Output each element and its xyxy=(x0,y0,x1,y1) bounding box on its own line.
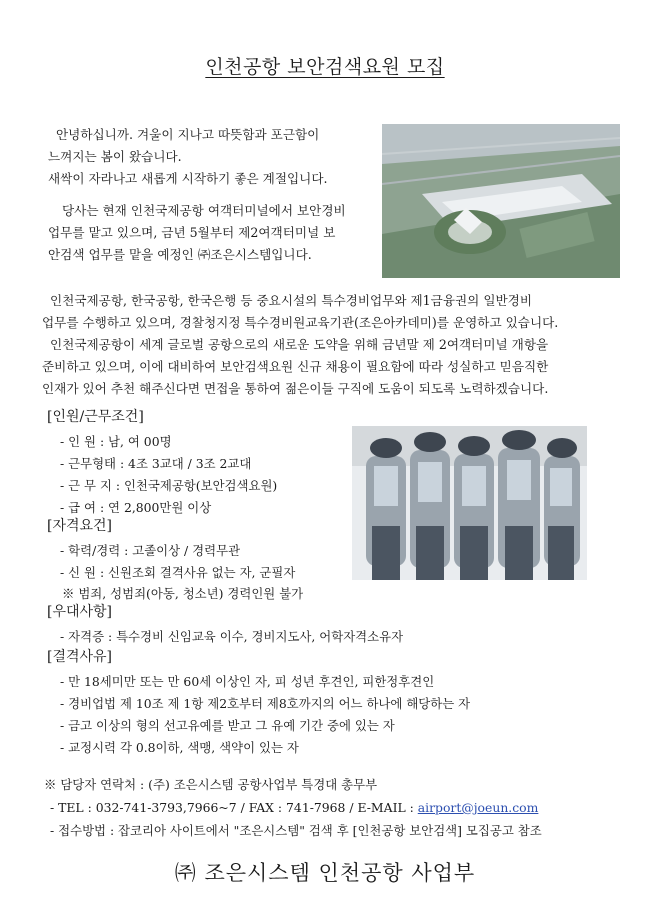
section-heading-qualifications: [자격요건] xyxy=(47,518,113,534)
section-heading-conditions: [인원/근무조건] xyxy=(47,409,144,425)
body-line: 준비하고 있으며, 이에 대비하여 보안검색요원 신규 채용이 필요함에 따라 성실하고 믿음직한 xyxy=(42,359,549,374)
body-line: 인천국제공항이 세계 글로벌 공항으로의 새로운 도약을 위해 금년말 제 2여객터미널 개항을 xyxy=(50,337,549,352)
list-item: - 자격증 : 특수경비 신임교육 이수, 경비지도사, 어학자격소유자 xyxy=(60,629,404,644)
intro-line: 안검색 업무를 맡을 예정인 ㈜조은시스템입니다. xyxy=(48,247,312,262)
contact-person: ※ 담당자 연락처 : (주) 조은시스템 공항사업부 특경대 총무부 xyxy=(44,777,378,792)
list-item: - 교정시력 각 0.8이하, 색맹, 색약이 있는 자 xyxy=(60,740,299,755)
contact-phone-fax: - TEL : 032-741-3793,7966~7 / FAX : 741-7968 / E-MAIL : xyxy=(50,800,418,815)
list-item: - 학력/경력 : 고졸이상 / 경력무관 xyxy=(60,543,241,558)
airport-aerial-photo xyxy=(382,124,620,278)
intro-line: 당사는 현재 인천국제공항 여객터미널에서 보안경비 xyxy=(62,203,346,218)
intro-line: 느껴지는 봄이 왔습니다. xyxy=(48,149,182,164)
footer-company: ㈜ 조은시스템 인천공항 사업부 xyxy=(174,861,476,885)
intro-line: 안녕하십니까. 겨울이 지나고 따뜻함과 포근함이 xyxy=(56,127,320,142)
security-staff-photo xyxy=(352,426,587,580)
list-item: - 근 무 지 : 인천국제공항(보안검색요원) xyxy=(60,478,278,493)
contact-phone-fax-email xyxy=(50,797,538,818)
list-item: - 인 원 : 남, 여 00명 xyxy=(60,434,172,449)
email-link[interactable]: airport@joeun.com xyxy=(417,800,539,815)
list-item: - 급 여 : 연 2,800만원 이상 xyxy=(60,500,212,515)
section-heading-preferences: [우대사항] xyxy=(47,604,113,620)
intro-line: 업무를 맡고 있으며, 금년 5월부터 제2여객터미널 보 xyxy=(48,225,336,240)
list-item: - 만 18세미만 또는 만 60세 이상인 자, 피 성년 후견인, 피한정후견인 xyxy=(60,674,435,689)
section-heading-disqualifications: [결격사유] xyxy=(47,649,113,665)
list-item: - 근무형태 : 4조 3교대 / 3조 2교대 xyxy=(60,456,252,471)
list-item: - 신 원 : 신원조회 결격사유 없는 자, 군필자 xyxy=(60,565,296,580)
body-line: 인천국제공항, 한국공항, 한국은행 등 중요시설의 특수경비업무와 제1금융권의 일반경비 xyxy=(50,293,533,308)
application-method: - 접수방법 : 잡코리아 사이트에서 "조은시스템" 검색 후 [인천공항 보안검색] 모집공고 참조 xyxy=(50,823,542,838)
page-title: 인천공항 보안검색요원 모집 xyxy=(205,56,445,78)
list-item: - 금고 이상의 형의 선고유예를 받고 그 유예 기간 중에 있는 자 xyxy=(60,718,395,733)
intro-line: 새싹이 자라나고 새롭게 시작하기 좋은 계절입니다. xyxy=(48,171,328,186)
body-line: 인재가 있어 추천 해주신다면 면접을 통하여 젊은이들 구직에 도움이 되도록 노력하겠습니다. xyxy=(42,381,549,396)
list-note: ※ 범죄, 성범죄(아동, 청소년) 경력인원 불가 xyxy=(62,586,304,601)
body-line: 업무를 수행하고 있으며, 경찰청지정 특수경비원교육기관(조은아카데미)를 운영하고 있습니다. xyxy=(42,315,559,330)
list-item: - 경비업법 제 10조 제 1항 제2호부터 제8호까지의 어느 하나에 해당하는 자 xyxy=(60,696,471,711)
